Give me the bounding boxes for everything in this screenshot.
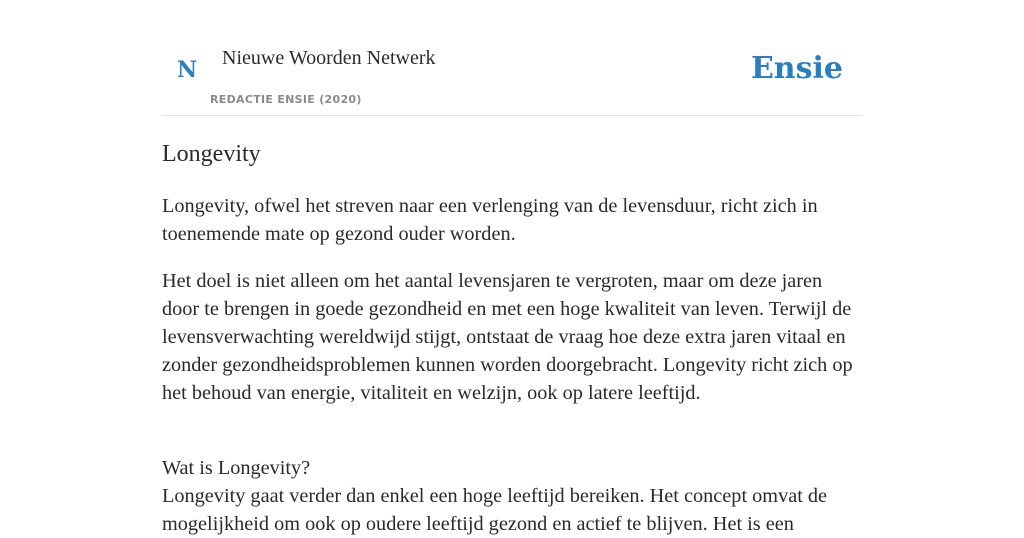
source-credit: REDACTIE ENSIE (2020) (210, 93, 362, 106)
entry-header (162, 0, 862, 116)
source-title-link[interactable]: Nieuwe Woorden Netwerk (222, 47, 436, 69)
article-body (162, 192, 862, 538)
paragraph-concept: Longevity gaat verder dan enkel een hoge leeftijd bereiken. Het concept omvat de mogelijkheid om ook op oudere leeftijd gezond en actief te blijven. Het is een (162, 485, 828, 535)
section-what-is (162, 426, 862, 538)
paragraph-intro: Longevity, ofwel het streven naar een verlenging van de levensduur, richt zich in toenemende mate op gezond ouder worden. (162, 195, 818, 245)
source-logo[interactable]: N (177, 57, 198, 83)
paragraph-goal: Het doel is niet alleen om het aantal levensjaren te vergroten, maar om deze jaren door te brengen in goede gezondheid en met een hoge kwaliteit van leven. Terwijl de levensverwachting wereldwijd stijgt, ontstaat de vraag hoe deze extra jaren vitaal en zonder gezondheidsproblemen kunnen worden doorgebracht. Longevity richt zich op het behoud van energie, vitaliteit en welzijn, ook op latere leeftijd. (162, 270, 853, 404)
brand-logo[interactable]: Ensie (750, 51, 843, 86)
section-heading: Wat is Longevity? (162, 457, 311, 479)
entry-card (162, 0, 862, 535)
article-title: Longevity (162, 141, 261, 167)
